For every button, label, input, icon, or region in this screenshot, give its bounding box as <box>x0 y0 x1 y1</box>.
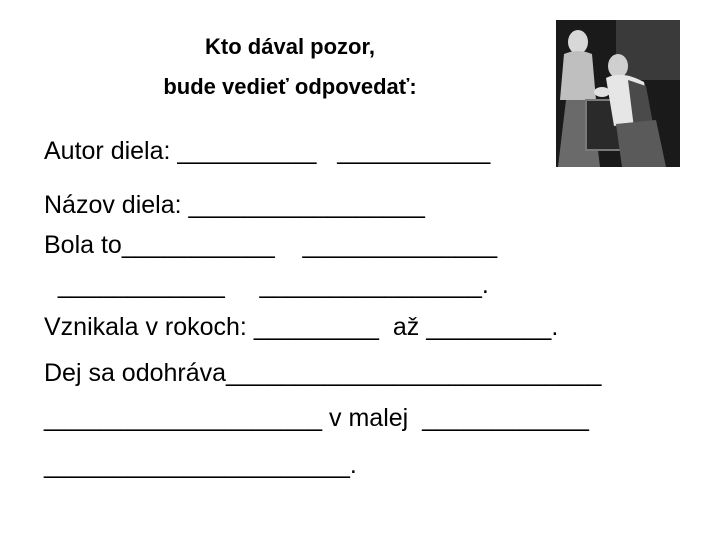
final-blank-line: ______________________. <box>44 451 357 479</box>
setting-line: Dej sa odohráva___________________________ <box>44 359 602 387</box>
title-of-work-line: Názov diela: _________________ <box>44 191 425 219</box>
author-line: Autor diela: __________ ___________ <box>44 137 491 165</box>
title-line-1: Kto dával pozor, <box>205 34 375 59</box>
years-line: Vznikala v rokoch: _________ až _________. <box>44 313 559 341</box>
theatre-scene-icon <box>556 20 680 167</box>
theatre-photo <box>556 20 680 167</box>
title-line-2: bude vedieť odpovedať: <box>163 74 417 99</box>
genre-line: Bola to___________ ______________ <box>44 231 498 259</box>
setting-continuation-line: ____________________ v malej ____________ <box>44 404 589 432</box>
genre-continuation-line: ____________ ________________. <box>44 271 489 299</box>
